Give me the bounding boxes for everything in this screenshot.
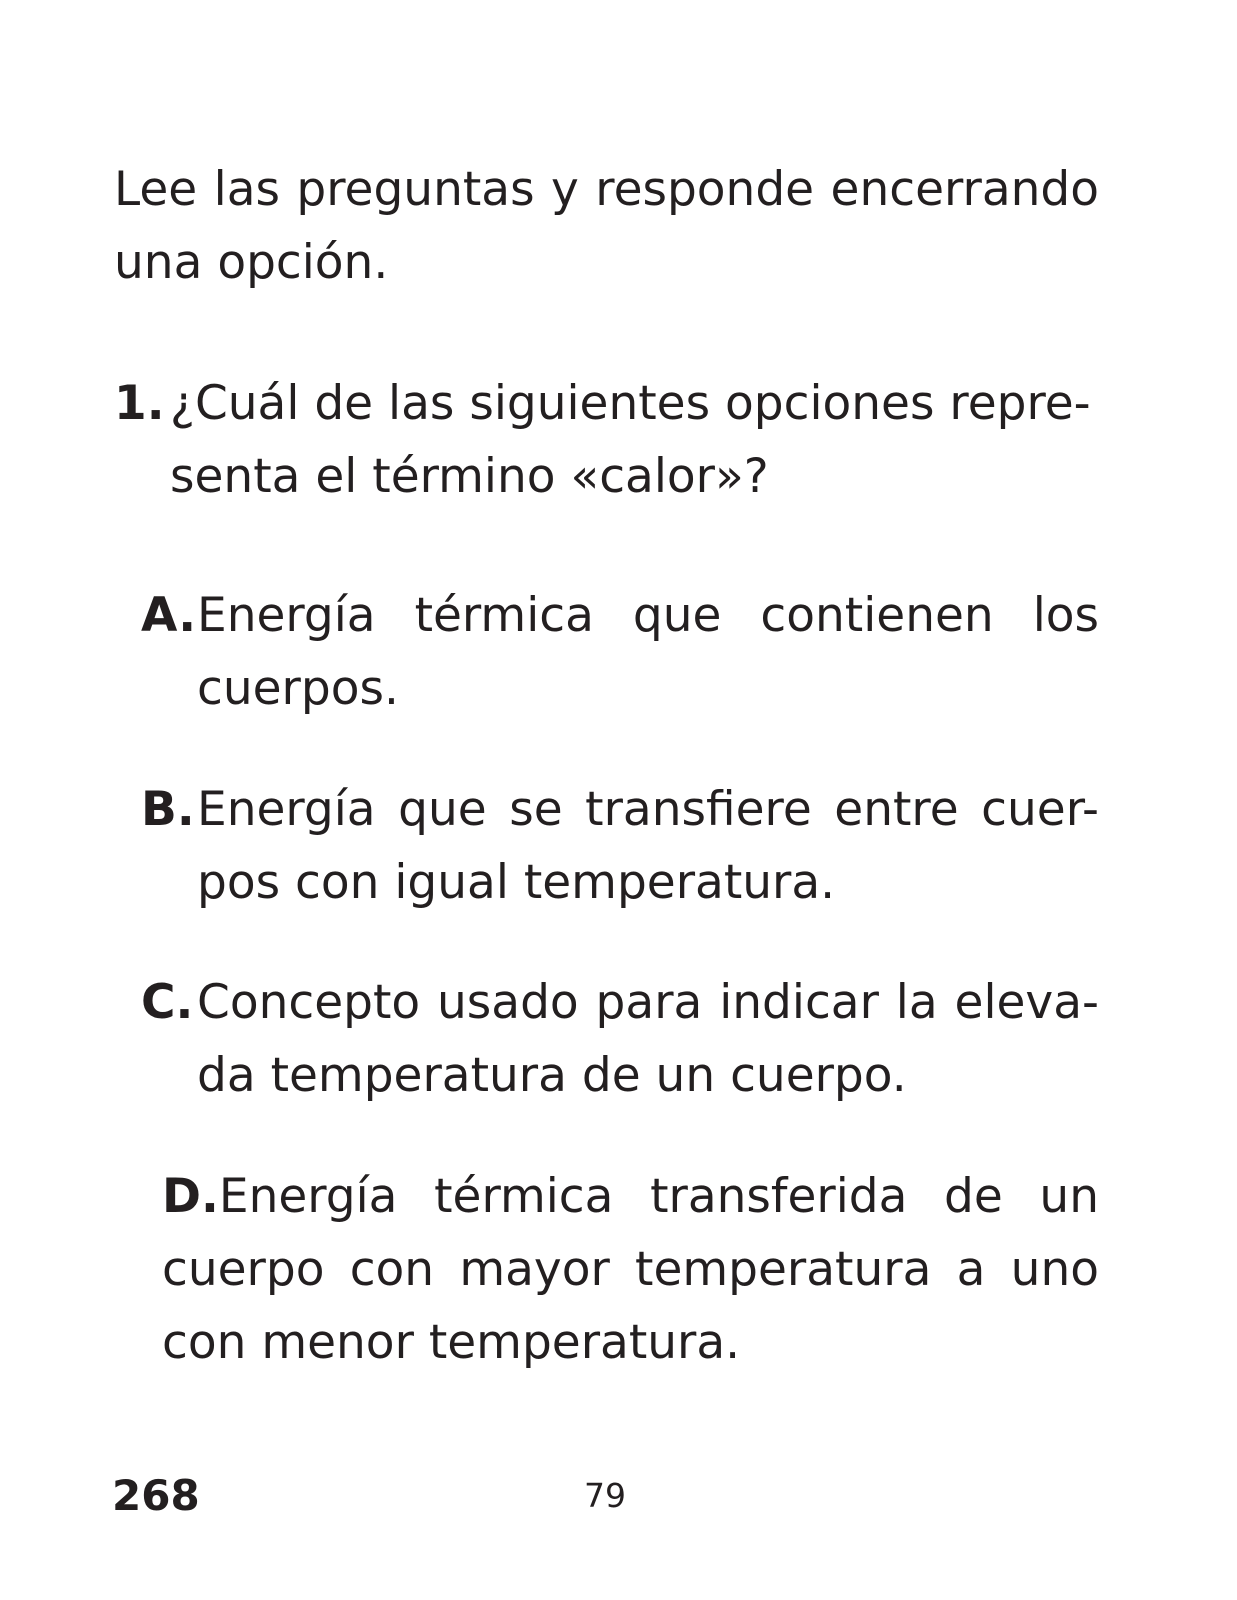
option-a-text: Energía térmica que contienen los cuerpos. — [197, 588, 1099, 716]
option-c-text: Concepto usado para indicar la eleva-da temperatura de un cuerpo. — [197, 975, 1099, 1103]
option-d-text: Energía térmica transferida de un cuerpo con mayor temperatura a uno con menor temperatura. — [162, 1169, 1099, 1370]
book-page-number: 268 — [112, 1471, 200, 1520]
question-1 — [114, 367, 1099, 513]
instruction-text: Lee las preguntas y responde encerrando una opción. — [114, 162, 1099, 290]
option-c[interactable] — [141, 966, 1099, 1112]
option-b-text: Energía que se transfiere entre cuer-pos con igual temperatura. — [197, 782, 1099, 910]
page-number: 79 — [584, 1476, 626, 1515]
option-b-letter: B. — [141, 782, 195, 837]
option-c-letter: C. — [141, 975, 194, 1030]
question-number: 1. — [114, 376, 165, 431]
option-a-letter: A. — [141, 588, 197, 643]
option-a[interactable] — [141, 579, 1099, 725]
question-text: ¿Cuál de las siguientes opciones repre-senta el término «calor»? — [170, 376, 1091, 504]
option-b[interactable] — [141, 773, 1099, 919]
option-d-letter: D. — [162, 1169, 219, 1224]
option-d[interactable] — [162, 1160, 1099, 1379]
